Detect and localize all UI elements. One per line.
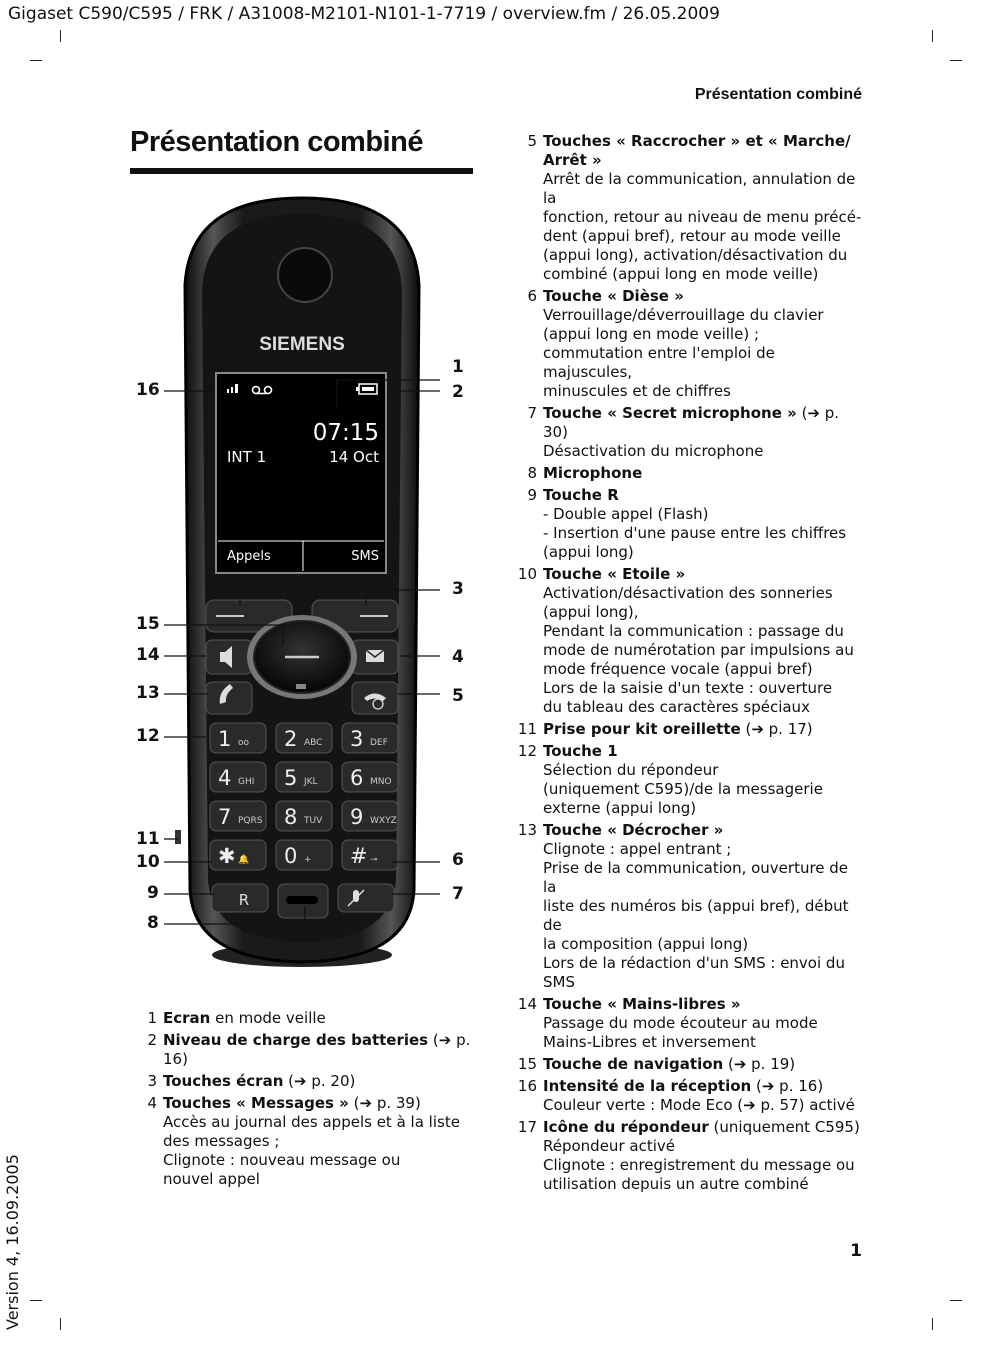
keypad-digit: 4: [218, 766, 232, 790]
brand-logo: SIEMENS: [259, 334, 345, 355]
legend-number: 3: [147, 1072, 157, 1090]
keypad-letters: oo: [238, 738, 250, 748]
legend-number: 10: [517, 565, 537, 583]
legend-reference: en mode veille: [210, 1009, 326, 1027]
legend-item: [516, 287, 866, 401]
legend-description-line: Passage du mode écouteur au mode: [543, 1014, 818, 1032]
page-title: Présentation combiné: [130, 126, 423, 158]
document-info-header: Gigaset C590/C595 / FRK / A31008-M2101-N101-1-7719 / overview.fm / 26.05.2009: [8, 4, 720, 24]
legend-label: Touche 1: [543, 742, 618, 760]
keypad-letters: GHI: [238, 777, 255, 787]
legend-description-line: du tableau des caractères spéciaux: [543, 698, 810, 716]
legend-description-line: Verrouillage/déverrouillage du clavier: [543, 306, 824, 324]
legend-reference: (➔ p. 20): [283, 1072, 356, 1090]
legend-description-line: minuscules et de chiffres: [543, 382, 731, 400]
legend-description-line: - Double appel (Flash): [543, 505, 709, 523]
legend-description-line: utilisation depuis un autre combiné: [543, 1175, 809, 1193]
legend-item: [136, 1031, 476, 1069]
legend-item: [516, 1077, 866, 1115]
callout-13: 13: [136, 683, 160, 703]
legend-number: 12: [517, 742, 537, 760]
legend-description-line: Prise de la communication, ouverture de la: [543, 859, 849, 896]
legend-label: Touche « Mains-libres »: [543, 995, 741, 1013]
legend-number: 7: [527, 404, 537, 422]
legend-description-line: Clignote : appel entrant ;: [543, 840, 732, 858]
keypad-letters: ⊸: [370, 855, 378, 865]
legend-reference: (uniquement C595): [708, 1118, 860, 1136]
legend-item: [516, 132, 866, 284]
legend-description-line: liste des numéros bis (appui bref), début de: [543, 897, 849, 934]
legend-item: [516, 404, 866, 461]
legend-item: [136, 1009, 476, 1028]
softkey-right-label: SMS: [351, 549, 379, 564]
legend-label: Touche « Secret microphone »: [543, 404, 797, 422]
callout-3: 3: [452, 579, 464, 599]
legend-number: 11: [517, 720, 537, 738]
legend-label: Touche R: [543, 486, 619, 504]
legend-reference: (➔ p. 19): [723, 1055, 796, 1073]
legend-reference: (➔ p. 16): [751, 1077, 824, 1095]
legend-label: Touche « Etoile »: [543, 565, 686, 583]
legend-number: 2: [147, 1031, 157, 1049]
legend-reference: (➔ p. 30): [543, 404, 840, 441]
callout-1: 1: [452, 357, 464, 377]
legend-description-line: commutation entre l'emploi de majuscules,: [543, 344, 775, 381]
legend-label: Touches « Raccrocher » et « Marche/ Arrêt »: [543, 132, 851, 169]
legend-list-right: [516, 132, 866, 1197]
callout-6: 6: [452, 850, 464, 870]
callout-5: 5: [452, 686, 464, 706]
legend-number: 17: [517, 1118, 537, 1136]
legend-description-line: Activation/désactivation des sonneries: [543, 584, 833, 602]
legend-label: Prise pour kit oreillette: [543, 720, 741, 738]
legend-number: 14: [517, 995, 537, 1013]
callout-12: 12: [136, 726, 160, 746]
legend-description-line: (appui long), activation/désactivation du: [543, 246, 848, 264]
legend-number: 6: [527, 287, 537, 305]
legend-label: Intensité de la réception: [543, 1077, 752, 1095]
keypad-digit: 3: [350, 727, 364, 751]
legend-item: [136, 1094, 476, 1189]
legend-item: [516, 1055, 866, 1074]
keypad-letters: WXYZ: [370, 816, 397, 826]
callout-15: 15: [136, 614, 160, 634]
legend-number: 13: [517, 821, 537, 839]
callout-9: 9: [147, 883, 159, 903]
keypad-digit: 0: [284, 844, 298, 868]
legend-reference: (➔ p. 16): [163, 1031, 471, 1068]
keypad-letters: DEF: [370, 738, 388, 748]
legend-description-line: Clignote : nouveau message ou: [163, 1151, 401, 1169]
legend-description-line: (uniquement C595)/de la messagerie: [543, 780, 823, 798]
legend-number: 15: [517, 1055, 537, 1073]
legend-description-line: des messages ;: [163, 1132, 280, 1150]
legend-label: Ecran: [163, 1009, 211, 1027]
legend-description-line: combiné (appui long en mode veille): [543, 265, 819, 283]
legend-description-line: Désactivation du microphone: [543, 442, 764, 460]
keypad-digit: 2: [284, 727, 298, 751]
r-key-label: R: [238, 891, 250, 909]
legend-label: Touche de navigation: [543, 1055, 724, 1073]
legend-description-line: (appui long en mode veille) ;: [543, 325, 759, 343]
legend-number: 5: [527, 132, 537, 150]
legend-label: Touche « Décrocher »: [543, 821, 724, 839]
keypad-letters: ABC: [304, 738, 323, 748]
keypad-letters: TUV: [304, 816, 323, 826]
legend-description-line: Mains-Libres et inversement: [543, 1033, 756, 1051]
legend-label: Touches « Messages »: [163, 1094, 349, 1112]
softkey-left-label: Appels: [227, 549, 271, 564]
legend-description-line: Accès au journal des appels et à la liste: [163, 1113, 460, 1131]
legend-label: Niveau de charge des batteries: [163, 1031, 429, 1049]
keypad-digit: #: [350, 844, 368, 868]
legend-description-line: fonction, retour au niveau de menu précé-: [543, 208, 862, 226]
legend-description-line: Lors de la saisie d'un texte : ouverture: [543, 679, 833, 697]
legend-list-left: [136, 1009, 476, 1192]
legend-item: [516, 486, 866, 562]
callout-11: 11: [136, 829, 160, 849]
legend-item: [516, 565, 866, 717]
keypad-digit: 7: [218, 805, 232, 829]
keypad-letters: PQRS: [238, 816, 263, 826]
screen-time: 07:15: [312, 420, 379, 446]
legend-number: 8: [527, 464, 537, 482]
legend-item: [516, 464, 866, 483]
keypad-digit: 8: [284, 805, 298, 829]
legend-item: [516, 720, 866, 739]
callout-8: 8: [147, 913, 159, 933]
callout-10: 10: [136, 852, 160, 872]
legend-item: [516, 995, 866, 1052]
keypad-letters: MNO: [370, 777, 392, 787]
callout-16: 16: [136, 380, 160, 400]
legend-label: Microphone: [543, 464, 643, 482]
legend-description-line: la composition (appui long): [543, 935, 749, 953]
legend-description-line: Lors de la rédaction d'un SMS : envoi du SMS: [543, 954, 845, 991]
keypad-digit: 5: [284, 766, 298, 790]
legend-number: 1: [147, 1009, 157, 1027]
keypad-letters: JKL: [304, 777, 318, 787]
page-number: 1: [850, 1241, 862, 1261]
legend-reference: (➔ p. 39): [348, 1094, 421, 1112]
version-stamp: Version 4, 16.09.2005: [3, 1154, 22, 1330]
legend-description-line: - Insertion d'une pause entre les chiffres: [543, 524, 847, 542]
keypad-digit: 6: [350, 766, 364, 790]
legend-description-line: Arrêt de la communication, annulation de la: [543, 170, 856, 207]
callout-4: 4: [452, 647, 464, 667]
legend-description-line: (appui long): [543, 543, 634, 561]
screen-internal-line: INT 1: [227, 448, 267, 466]
legend-item: [136, 1072, 476, 1091]
keypad-digit: ✱: [218, 844, 236, 868]
running-head: Présentation combiné: [694, 86, 862, 103]
legend-item: [516, 742, 866, 818]
legend-number: 9: [527, 486, 537, 504]
legend-number: 16: [517, 1077, 537, 1095]
legend-description-line: mode fréquence vocale (appui bref): [543, 660, 813, 678]
legend-label: Touches écran: [163, 1072, 284, 1090]
keypad-digit: 1: [218, 727, 232, 751]
legend-reference: (➔ p. 17): [740, 720, 813, 738]
legend-description-line: dent (appui bref), retour au mode veille: [543, 227, 841, 245]
legend-description-line: nouvel appel: [163, 1170, 260, 1188]
legend-description-line: Sélection du répondeur: [543, 761, 719, 779]
callout-14: 14: [136, 645, 160, 665]
legend-number: 4: [147, 1094, 157, 1112]
callout-2: 2: [452, 382, 464, 402]
legend-description-line: Couleur verte : Mode Eco (➔ p. 57) activé: [543, 1096, 855, 1114]
keypad-digit: 9: [350, 805, 364, 829]
keypad-letters: +: [304, 855, 312, 865]
screen-date: 14 Oct: [329, 448, 379, 466]
legend-label: Icône du répondeur: [543, 1118, 709, 1136]
legend-description-line: mode de numérotation par impulsions au: [543, 641, 854, 659]
legend-description-line: (appui long),: [543, 603, 639, 621]
legend-description-line: externe (appui long): [543, 799, 697, 817]
legend-description-line: Clignote : enregistrement du message ou: [543, 1156, 855, 1174]
callout-7: 7: [452, 884, 464, 904]
legend-description-line: Pendant la communication : passage du: [543, 622, 844, 640]
legend-item: [516, 1118, 866, 1194]
legend-label: Touche « Dièse »: [543, 287, 684, 305]
legend-item: [516, 821, 866, 992]
legend-description-line: Répondeur activé: [543, 1137, 675, 1155]
keypad-letters: 🔔: [238, 855, 250, 865]
